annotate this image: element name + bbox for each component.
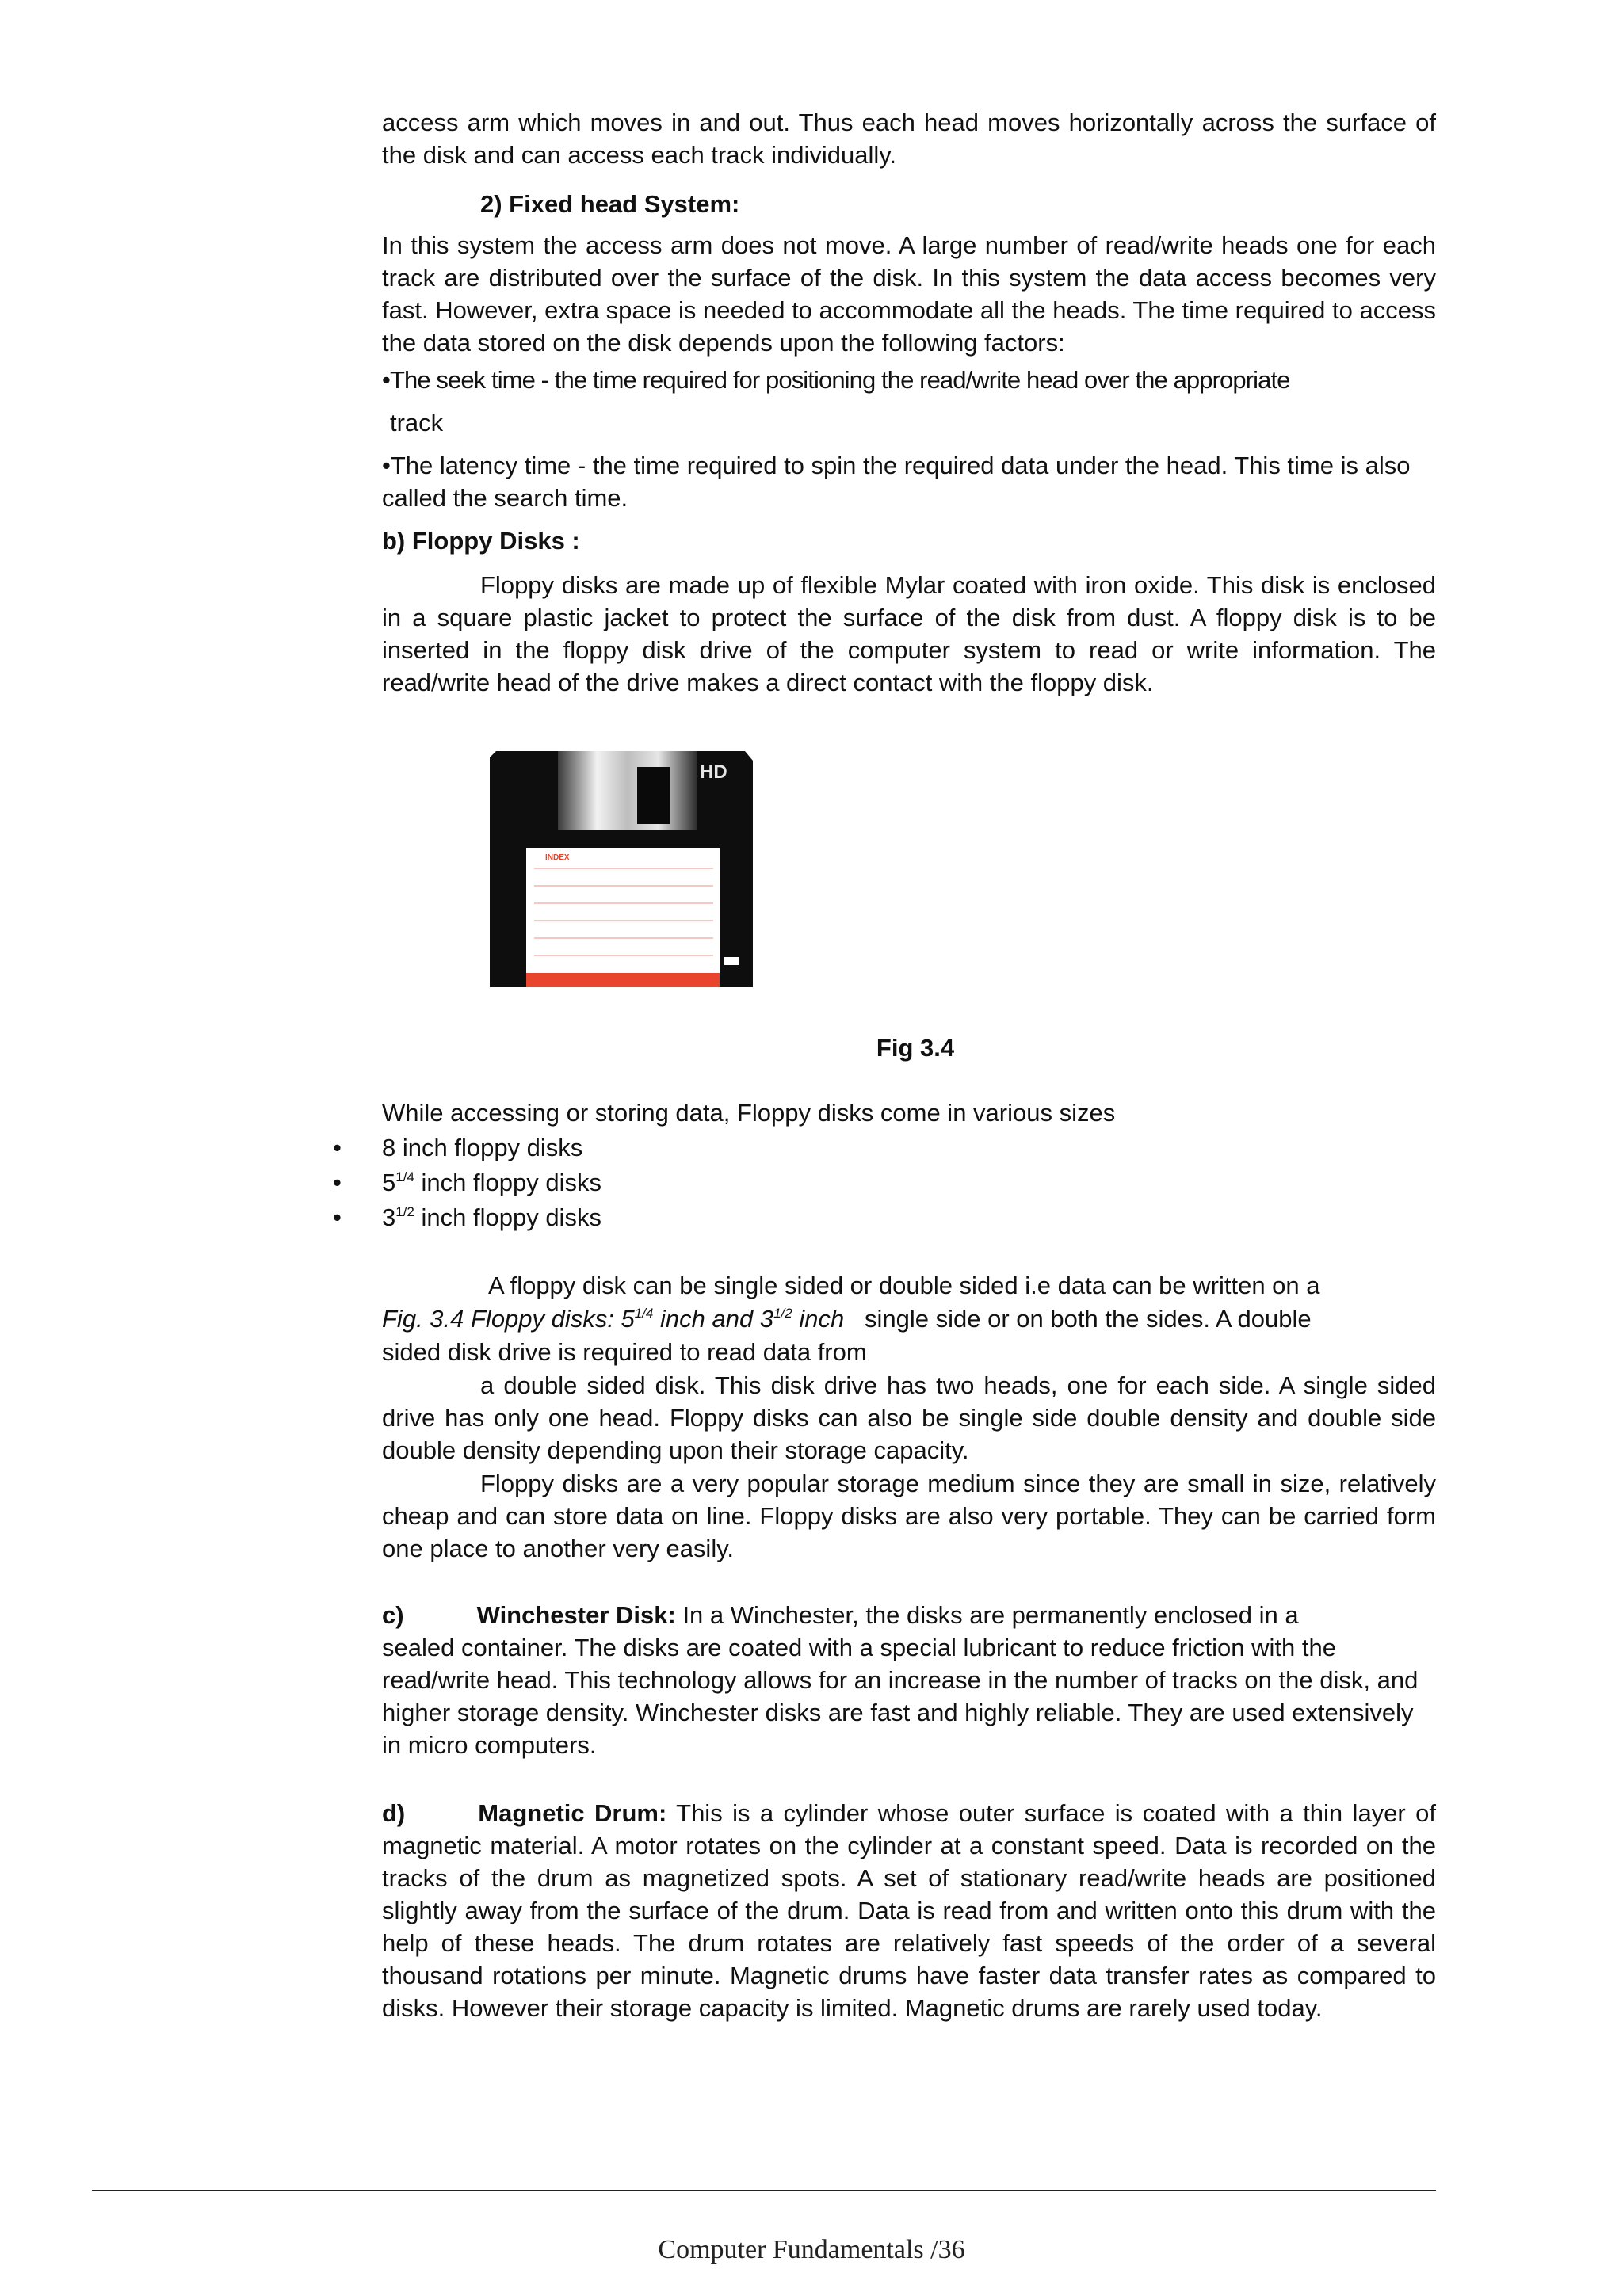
footer-rule bbox=[92, 2190, 1436, 2191]
single-double-line-3: sided disk drive is required to read data from bbox=[382, 1338, 867, 1366]
write-protect-slot bbox=[724, 957, 739, 965]
hd-mark: HD bbox=[700, 761, 727, 783]
document-page: access arm which moves in and out. Thus each head moves horizontally across the surface of the disk and can access each track individually. 2) Fixed head System: In this system the access arm does not move. A large number of read/write heads one for each track are distributed over the surface of the disk. In this system the data access becomes very fast. However, extra space is needed to accommodate all the heads. The time required to access the data stored on the disk depends upon the following factors: •The seek time - the time required for positioning the read/write head over the appropriate track •The latency time - the time required to spin the required data under the head. This time is also called the search time. b) Floppy Disks : Floppy disks are made up of flexible Mylar coated with iron oxide. This disk is enclosed in a square plastic jacket to protect the surface of the disk from dust. A floppy disk is to be inserted in the floppy disk drive of the computer system to read or write information. The read/write head of the drive makes a direct contact with the floppy disk. HD INDEX Fig 3.4 While accessing or storing data, Floppy disks come in various sizes • 8 inch floppy disks • $5^{1/4}$ inch floppy disks • $3^{1/2}$ inch floppy disks A floppy disk can be single sided or double sided i.e data can be written on a Fig. 3.4 Floppy disks: $5^{1/4}$ inch and $3^{1/2}$ inch single side or on both the sides. A double sided disk drive is required to read data from a double sided disk. This disk drive has two heads, one for each side. A single sided drive has only one head. Floppy disks can also be single side double density and double side double density depending upon their storage capacity. Floppy disks are a very popular storage medium since they are small in size, relatively cheap and can store data on line. Floppy disks are also very portable. They can be carried form one place to another very easily. c) Winchester Disk: In a Winchester, the disks are permanently enclosed in a sealed container. The disks are coated with a special lubricant to reduce friction with the read/write head. This technology allows for an increase in the number of tracks on the disk, and higher storage density. Winchester disks are fast and highly reliable. They are used extensively in micro computers. d) Magnetic Drum: This is a cylinder whose outer surface is coated with a thin layer of magnetic material. A motor rotates on the cylinder at a constant speed. Data is recorded on the tracks of the drum as magnetized spots. A set of stationary read/write heads are positioned slightly away from the surface of the drum. Data is read from and written onto this drum with the help of these heads. The drum rotates are relatively fast speeds of the order of a several thousand rotations per minute. Magnetic drums have faster data transfer rates as compared to disks. However their storage capacity is limited. Magnetic drums are rarely used today. Computer Fundamentals /36 bbox=[0, 0, 1623, 2296]
heading-fixed-head-system: 2) Fixed head System: bbox=[480, 190, 740, 218]
sizes-intro: While accessing or storing data, Floppy disks come in various sizes bbox=[382, 1099, 1116, 1127]
paragraph-access-arm: access arm which moves in and out. Thus each head moves horizontally across the surface of the disk and can access each track individually. bbox=[382, 109, 1436, 169]
bullet: • bbox=[333, 1203, 342, 1231]
paragraph-floppy-popular: Floppy disks are a very popular storage medium since they are small in size, relatively cheap and can store data on line. Floppy disks are also very portable. They can be carried form one place to another very easily. bbox=[382, 1470, 1436, 1562]
heading-winchester: Winchester Disk: bbox=[476, 1601, 676, 1629]
paragraph-fixed-head: In this system the access arm does not move. A large number of read/write heads one for each track are distributed over the surface of the disk. In this system the data access becomes very fast. However, extra space is needed to accommodate all the heads. The time required to access the data stored on the disk depends upon the following factors: bbox=[382, 231, 1436, 357]
heading-floppy-disks: b) Floppy Disks : bbox=[382, 527, 580, 555]
bullet: • bbox=[333, 1169, 342, 1196]
paragraph-winchester: c) Winchester Disk: In a Winchester, the disks are permanently enclosed in a sealed container. The disks are coated with a special lubricant to reduce friction with the read/write head. This technology allows for an increase in the number of tracks on the disk, and higher storage density. Winchester disks are fast and highly reliable. They are used extensively in micro computers. bbox=[382, 1601, 1419, 1759]
disk-shutter bbox=[558, 751, 697, 830]
single-double-line-1: A floppy disk can be single sided or double sided i.e data can be written on a bbox=[488, 1272, 1320, 1299]
seek-time-line: •The seek time - the time required for positioning the read/write head over the appropriate bbox=[382, 366, 1290, 394]
seek-time-track: track bbox=[390, 409, 444, 437]
paragraph-floppy-intro: Floppy disks are made up of flexible Mylar coated with iron oxide. This disk is enclosed in a square plastic jacket to protect the surface of the disk from dust. A floppy disk is to be inserted in the floppy disk drive of the computer system to read or write information. The read/write head of the drive makes a direct contact with the floppy disk. bbox=[382, 571, 1436, 696]
page-footer: Computer Fundamentals /36 bbox=[658, 2235, 965, 2264]
label-red-stripe bbox=[526, 973, 720, 987]
latency-time-paragraph: •The latency time - the time required to spin the required data under the head. This time is also called the search time. bbox=[382, 452, 1411, 512]
paragraph-magnetic-drum: d) Magnetic Drum: This is a cylinder whose outer surface is coated with a thin layer of magnetic material. A motor rotates on the cylinder at a constant speed. Data is recorded on the tracks of the drum as magnetized spots. A set of stationary read/write heads are positioned slightly away from the surface of the drum. Data is read from and written onto this drum with the help of these heads. The drum rotates are relatively fast speeds of the order of a several thousand rotations per minute. Magnetic drums have faster data transfer rates as compared to disks. However their storage capacity is limited. Magnetic drums are rarely used today. bbox=[382, 1799, 1436, 2022]
figure-caption: Fig 3.4 bbox=[876, 1034, 955, 1062]
label-index-text: INDEX bbox=[545, 853, 570, 862]
single-double-line-2: Fig. 3.4 Floppy disks: $5^{1/4}$ inch and $3^{1/2}$ inch single side or on both the sides. A double bbox=[382, 1305, 1312, 1333]
floppy-disk-image bbox=[490, 751, 753, 987]
paragraph-double-sided: a double sided disk. This disk drive has two heads, one for each side. A single sided drive has only one head. Floppy disks can also be single side double density and double side double density depending upon their storage capacity. bbox=[382, 1371, 1436, 1464]
figure-caption-italic: Fig. 3.4 Floppy disks: $5^{1/4}$ inch and $3^{1/2}$ inch bbox=[382, 1305, 845, 1333]
bullet: • bbox=[333, 1134, 342, 1161]
shutter-window bbox=[637, 767, 670, 824]
heading-magnetic-drum: Magnetic Drum: bbox=[478, 1799, 667, 1827]
